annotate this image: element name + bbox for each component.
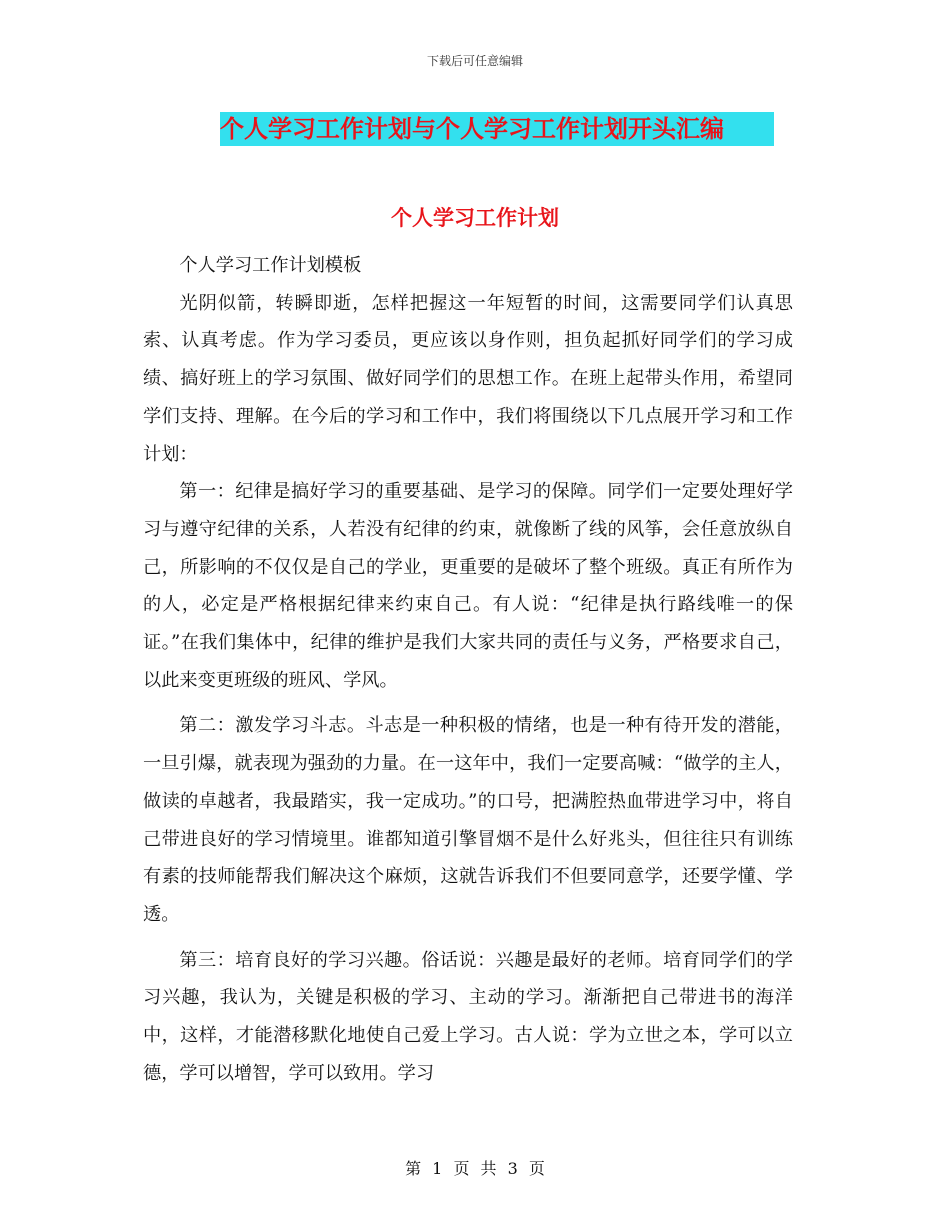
paragraph: 个人学习工作计划模板 — [179, 255, 362, 276]
header-note: 下载后可任意编辑 — [426, 54, 523, 68]
paragraph: 第一：纪律是搞好学习的重要基础、是学习的保障。同学们一定要处理好学习与遵守纪律的关系，人若没有纪律的约束，就像断了线的风筝，会任意放纵自己，所影响的不仅仅是自己的学业，更重要的是破坏了整个班级。真正有所作为的人，必定是严格根据纪律来约束自己。有人说：“纪律是执行路线唯一的保证。”在我们集体中，纪律的维护是我们大家共同的责任与义务，严格要求自己，以此来变更班级的班风、学风。 — [143, 481, 793, 691]
document-title: 个人学习工作计划与个人学习工作计划开头汇编 — [220, 112, 774, 146]
paragraph: 光阴似箭，转瞬即逝，怎样把握这一年短暂的时间，这需要同学们认真思索、认真考虑。作为学习委员，更应该以身作则，担负起抓好同学们的学习成绩、搞好班上的学习氛围、做好同学们的思想工作。在班上起带头作用，希望同学们支持、理解。在今后的学习和工作中，我们将围绕以下几点展开学习和工作计划： — [143, 292, 793, 465]
document-body — [143, 247, 793, 1092]
paragraph: 第二：激发学习斗志。斗志是一种积极的情绪，也是一种有待开发的潜能，一旦引爆，就表现为强劲的力量。在一这年中，我们一定要高喊：“做学的主人，做读的卓越者，我最踏实，我一定成功。”的口号，把满腔热血带进学习中，将自己带进良好的学习情境里。谁都知道引擎冒烟不是什么好兆头，但往往只有训练有素的技师能帮我们解决这个麻烦，这就告诉我们不但要同意学，还要学懂、学透。 — [143, 715, 793, 925]
page-number: 第 1 页 共 3 页 — [405, 1159, 545, 1178]
paragraph: 第三：培育良好的学习兴趣。俗话说：兴趣是最好的老师。培育同学们的学习兴趣，我认为，关键是积极的学习、主动的学习。渐渐把自己带进书的海洋中，这样，才能潜移默化地使自己爱上学习。古人说：学为立世之本，学可以立德，学可以增智，学可以致用。学习 — [143, 949, 793, 1084]
section-title: 个人学习工作计划 — [391, 206, 559, 230]
